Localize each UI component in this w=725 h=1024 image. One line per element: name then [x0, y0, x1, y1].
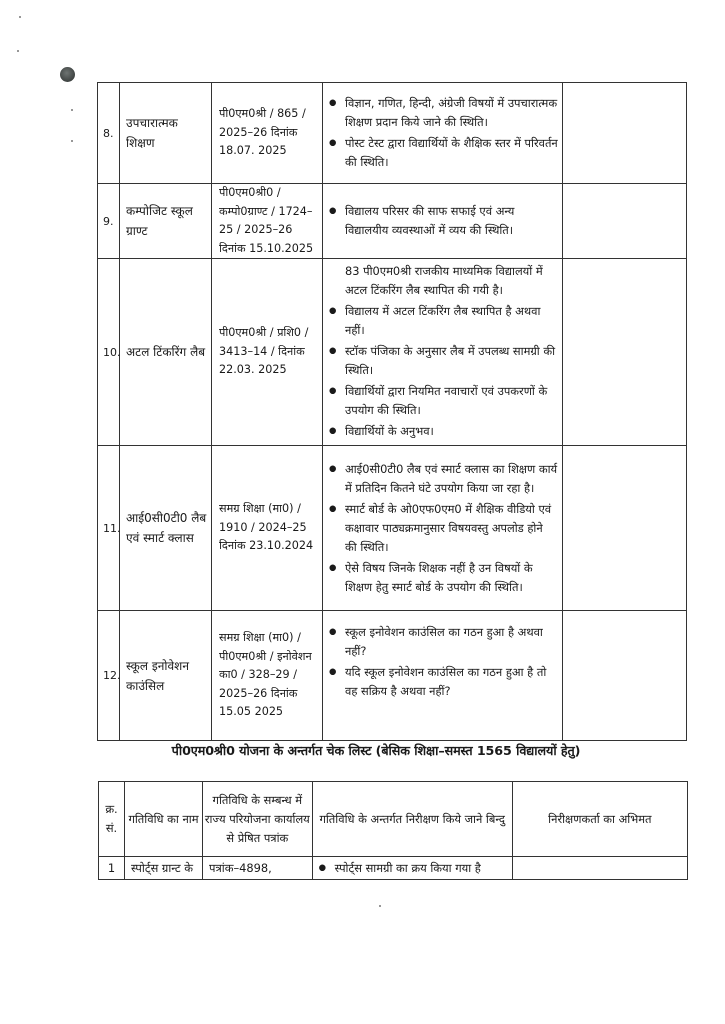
inspection-point: ● पोस्ट टेस्ट द्वारा विद्यार्थियों के शैक्षिक स्तर में परिवर्तन की स्थिति। [329, 134, 558, 172]
reference-letter: पी0एम0श्री0 / कम्पो0ग्राण्ट / 1724–25 / 2025–26 दिनांक 15.10.2025 [212, 184, 323, 259]
reference-letter: पी0एम0श्री / प्रशि0 / 3413–14 / दिनांक 22.03. 2025 [212, 259, 323, 446]
inspection-points [323, 184, 563, 259]
inspection-point: ● स्मार्ट बोर्ड के ओ0एफ0एम0 में शैक्षिक वीडियो एवं कक्षावार पाठ्यक्रमानुसार विषयवस्तु अपलोड होने की स्थिति। [329, 500, 558, 557]
inspection-point: ● स्टॉक पंजिका के अनुसार लैब में उपलब्ध सामग्री की स्थिति। [329, 342, 558, 380]
inspection-point: ● स्पोर्ट्स सामग्री का क्रय किया गया है [319, 859, 512, 877]
inspection-point: ● स्कूल इनोवेशन काउंसिल का गठन हुआ है अथवा नहीं? [329, 623, 558, 661]
inspection-point: ● आई0सी0टी0 लैब एवं स्मार्ट क्लास का शिक्षण कार्य में प्रतिदिन कितने घंटे उपयोग किया जा रहा है। [329, 460, 558, 498]
column-header-activity: गतिविधि का नाम [125, 782, 203, 857]
table-row [98, 446, 687, 611]
scan-speck [71, 109, 73, 111]
section-title: पी0एम0श्री0 योजना के अन्तर्गत चेक लिस्ट (बेसिक शिक्षा–समस्त 1565 विद्यालयों हेतु) [171, 743, 581, 758]
inspection-points [312, 857, 512, 880]
activity-name: उपचारात्मक शिक्षण [120, 83, 212, 184]
table-row [98, 184, 687, 259]
column-header-serial: क्र. सं. [99, 782, 125, 857]
inspector-remark[interactable] [563, 259, 687, 446]
row-number: 10. [98, 259, 120, 446]
row-number: 11. [98, 446, 120, 611]
activity-name: स्कूल इनोवेशन काउंसिल [120, 611, 212, 741]
reference-letter: समग्र शिक्षा (मा0) / पी0एम0श्री / इनोवेशन का0 / 328–29 / 2025–26 दिनांक 15.05 2025 [212, 611, 323, 741]
inspector-remark[interactable] [512, 857, 687, 880]
table-header-row [99, 782, 688, 857]
table-row [98, 83, 687, 184]
column-header-points: गतिविधि के अन्तर्गत निरीक्षण किये जाने बिन्दु [312, 782, 512, 857]
inspection-points [323, 259, 563, 446]
row-number: 1 [99, 857, 125, 880]
activity-name: आई0सी0टी0 लैब एवं स्मार्ट क्लास [120, 446, 212, 611]
inspection-points [323, 611, 563, 741]
inspector-remark[interactable] [563, 611, 687, 741]
column-header-reference: गतिविधि के सम्बन्ध में राज्य परियोजना कार्यालय से प्रेषित पत्रांक [203, 782, 313, 857]
row-number: 8. [98, 83, 120, 184]
inspector-remark[interactable] [563, 446, 687, 611]
activity-name: अटल टिंकरिंग लैब [120, 259, 212, 446]
inspection-point: ● विज्ञान, गणित, हिन्दी, अंग्रेजी विषयों में उपचारात्मक शिक्षण प्रदान किये जाने की स्थिति। [329, 94, 558, 132]
inspector-remark[interactable] [563, 83, 687, 184]
table-row [98, 611, 687, 741]
inspection-point: ● विद्यार्थियों द्वारा नियमित नवाचारों एवं उपकरणों के उपयोग की स्थिति। [329, 382, 558, 420]
column-header-remark: निरीक्षणकर्ता का अभिमत [512, 782, 687, 857]
punch-hole [60, 67, 75, 82]
table-row [99, 857, 688, 880]
inspection-point: ● विद्यालय में अटल टिंकरिंग लैब स्थापित है अथवा नहीं। [329, 302, 558, 340]
inspection-point: ● विद्यार्थियों के अनुभव। [329, 422, 558, 441]
scan-speck [379, 905, 381, 907]
activity-name: कम्पोजिट स्कूल ग्राण्ट [120, 184, 212, 259]
inspection-point: ● विद्यालय परिसर की साफ सफाई एवं अन्य विद्यालयीय व्यवस्थाओं में व्यय की स्थिति। [329, 202, 558, 240]
table-row [98, 259, 687, 446]
checklist-table-secondary [97, 82, 687, 741]
intro-note: 83 पी0एम0श्री राजकीय माध्यमिक विद्यालयों में अटल टिंकरिंग लैब स्थापित की गयी है। [345, 263, 543, 297]
checklist-table-basic [98, 781, 688, 880]
activity-name: स्पोर्ट्स ग्रान्ट के [125, 857, 203, 880]
reference-letter: पत्रांक–4898, [203, 857, 313, 880]
inspection-points [323, 83, 563, 184]
reference-letter: पी0एम0श्री / 865 / 2025–26 दिनांक 18.07. 2025 [212, 83, 323, 184]
scan-speck [17, 50, 19, 52]
row-number: 9. [98, 184, 120, 259]
scan-speck [19, 16, 21, 18]
inspector-remark[interactable] [563, 184, 687, 259]
reference-letter: समग्र शिक्षा (मा0) / 1910 / 2024–25 दिनांक 23.10.2024 [212, 446, 323, 611]
inspection-points [323, 446, 563, 611]
scan-speck [71, 140, 73, 142]
inspection-point: ● यदि स्कूल इनोवेशन काउंसिल का गठन हुआ है तो वह सक्रिय है अथवा नहीं? [329, 663, 558, 701]
inspection-point: ● ऐसे विषय जिनके शिक्षक नहीं है उन विषयों के शिक्षण हेतु स्मार्ट बोर्ड के उपयोग की स्थिति। [329, 559, 558, 597]
row-number: 12. [98, 611, 120, 741]
